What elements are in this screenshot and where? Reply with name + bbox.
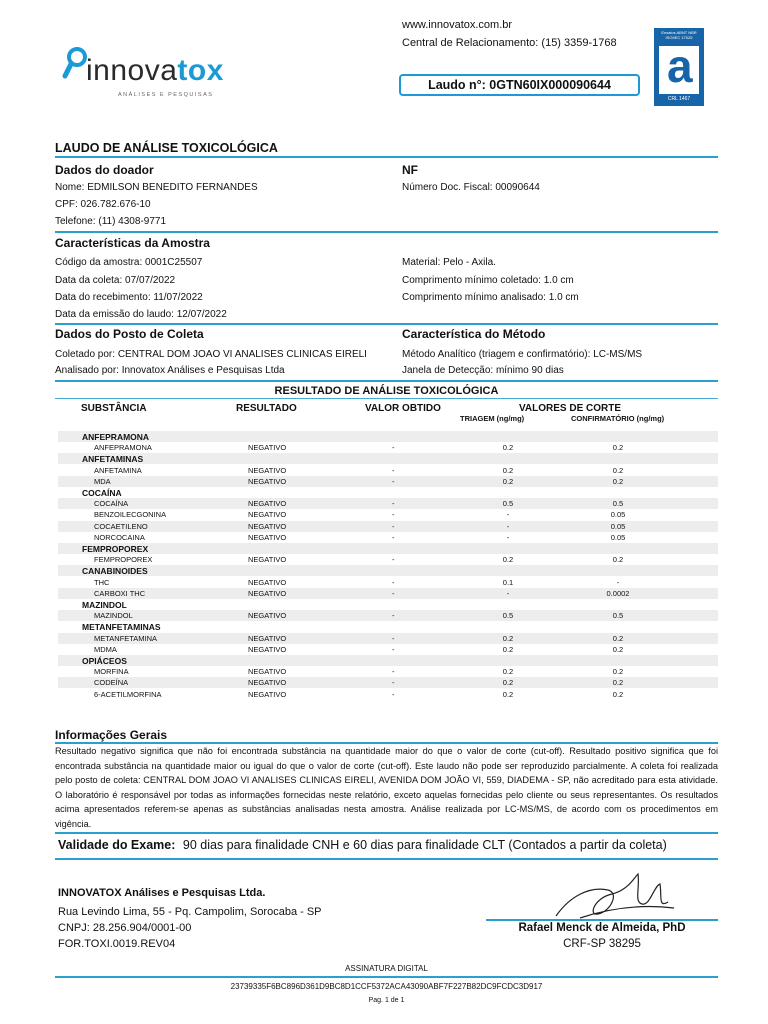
table-row — [58, 588, 718, 599]
screening-cell: 0.5 — [502, 499, 514, 509]
footer-cnpj: CNPJ: 28.256.904/0001-00 — [58, 922, 192, 934]
method-analytic: Método Analítico (triagem e confirmatório): LC-MS/MS — [402, 349, 643, 360]
sample-min-collected: Comprimento mínimo coletado: 1.0 cm — [402, 275, 574, 286]
page-number: Pag. 1 de 1 — [368, 997, 405, 1004]
screening-cell: 0.1 — [502, 577, 514, 587]
accreditation-badge — [654, 28, 704, 106]
value-cell: - — [392, 588, 395, 598]
substance-cell: ANFEPRAMONA — [94, 443, 152, 453]
sample-issue-date: Data da emissão do laudo: 12/07/2022 — [55, 309, 227, 320]
value-cell: - — [392, 476, 395, 486]
substance-cell: MDMA — [94, 644, 117, 654]
substance-cell: METANFETAMINA — [94, 633, 158, 643]
substance-cell: CARBOXI THC — [94, 588, 146, 598]
group-name: ANFETAMINAS — [82, 453, 144, 464]
table-row — [58, 521, 718, 532]
substance-cell: COCAÍNA — [94, 499, 129, 509]
result-cell: NEGATIVO — [248, 577, 287, 587]
confirm-cell: 0.2 — [612, 443, 624, 453]
confirm-cell: 0.2 — [612, 678, 624, 688]
col-cutoff: VALORES DE CORTE — [519, 403, 622, 414]
value-cell: - — [392, 555, 395, 565]
group-name: ANFEPRAMONA — [82, 431, 150, 442]
group-row — [58, 453, 718, 464]
group-name: CANABINOIDES — [82, 565, 148, 576]
table-row — [58, 610, 718, 621]
result-cell: NEGATIVO — [248, 633, 287, 643]
screening-cell: - — [506, 588, 510, 598]
page-title: LAUDO DE ANÁLISE TOXICOLÓGICA — [55, 141, 278, 155]
screening-cell: 0.2 — [502, 667, 514, 677]
confirm-cell: 0.2 — [612, 689, 624, 699]
divider — [55, 398, 718, 399]
method-heading: Característica do Método — [402, 327, 546, 341]
screening-cell: 0.2 — [502, 644, 514, 654]
badge-bottom-text: CRL 1467 — [667, 96, 691, 102]
confirm-cell: 0.0002 — [606, 588, 630, 598]
sample-collect-date: Data da coleta: 07/07/2022 — [55, 275, 176, 286]
value-cell: - — [392, 611, 395, 621]
col-value: VALOR OBTIDO — [365, 403, 441, 414]
substance-cell: FEMPROPOREX — [94, 555, 153, 565]
sample-min-analyzed: Comprimento mínimo analisado: 1.0 cm — [402, 292, 579, 303]
confirm-cell: 0.05 — [610, 532, 626, 542]
donor-name: Nome: EDMILSON BENEDITO FERNANDES — [55, 182, 258, 193]
result-cell: NEGATIVO — [248, 443, 287, 453]
substance-cell: MAZINDOL — [94, 611, 133, 621]
group-name: METANFETAMINAS — [82, 621, 161, 632]
screening-cell: 0.2 — [502, 678, 514, 688]
divider — [55, 832, 718, 834]
validity-text: 90 dias para finalidade CNH e 60 dias para finalidade CLT (Contados a partir da coleta) — [182, 838, 667, 852]
result-cell: NEGATIVO — [248, 611, 287, 621]
table-row — [58, 689, 718, 700]
signer-crf: CRF-SP 38295 — [563, 938, 641, 950]
substance-cell: NORCOCAINA — [94, 532, 145, 542]
group-row — [58, 543, 718, 554]
table-row — [58, 476, 718, 487]
validity-label: Validade do Exame: — [58, 838, 176, 852]
badge-letter: a — [667, 40, 693, 92]
footer-company: INNOVATOX Análises e Pesquisas Ltda. — [58, 887, 266, 899]
group-row — [58, 487, 718, 498]
signature-line — [486, 919, 718, 921]
value-cell: - — [392, 667, 395, 677]
confirm-cell: 0.2 — [612, 465, 624, 475]
footer-address: Rua Levindo Lima, 55 - Pq. Campolim, Sorocaba - SP — [58, 906, 322, 918]
confirm-cell: 0.2 — [612, 476, 624, 486]
value-cell: - — [392, 577, 395, 587]
collection-heading: Dados do Posto de Coleta — [55, 327, 204, 341]
website: www.innovatox.com.br — [402, 19, 513, 31]
confirm-cell: 0.2 — [612, 633, 624, 643]
result-cell: NEGATIVO — [248, 588, 287, 598]
logo — [62, 40, 252, 102]
result-cell: NEGATIVO — [248, 678, 287, 688]
validity — [58, 838, 667, 852]
badge-top-text: Ensaios ABNT NBR ISO/IEC 17025 — [661, 30, 697, 40]
table-row — [58, 465, 718, 476]
method-window: Janela de Detecção: mínimo 90 dias — [402, 365, 564, 376]
value-cell: - — [392, 499, 395, 509]
result-cell: NEGATIVO — [248, 499, 287, 509]
group-row — [58, 621, 718, 632]
substance-cell: CODEÍNA — [94, 678, 129, 688]
result-cell: NEGATIVO — [248, 476, 287, 486]
result-cell: NEGATIVO — [248, 689, 287, 699]
donor-heading: Dados do doador — [55, 163, 154, 177]
confirm-cell: 0.05 — [610, 521, 626, 531]
screening-cell: - — [506, 521, 510, 531]
value-cell: - — [392, 678, 395, 688]
screening-cell: 0.2 — [502, 633, 514, 643]
table-row — [58, 509, 718, 520]
table-row — [58, 633, 718, 644]
divider — [55, 976, 718, 978]
table-row — [58, 498, 718, 509]
phone: Central de Relacionamento: (15) 3359-1768 — [402, 37, 617, 49]
sample-code: Código da amostra: 0001C25507 — [55, 257, 203, 268]
sample-heading: Características da Amostra — [55, 236, 210, 250]
logo-tagline: ANÁLISES E PESQUISAS — [118, 92, 214, 98]
screening-cell: - — [506, 532, 510, 542]
substance-cell: MDA — [94, 476, 111, 486]
confirm-cell: 0.2 — [612, 555, 624, 565]
col-screening: TRIAGEM (ng/mg) — [460, 414, 525, 423]
group-row — [58, 431, 718, 442]
info-heading: Informações Gerais — [55, 728, 168, 742]
group-row — [58, 655, 718, 666]
substance-cell: BENZOILECGONINA — [94, 510, 167, 520]
divider — [55, 858, 718, 860]
result-cell: NEGATIVO — [248, 667, 287, 677]
group-name: MAZINDOL — [82, 599, 127, 610]
substance-cell: 6-ACETILMORFINA — [94, 689, 162, 699]
substance-cell: THC — [94, 577, 110, 587]
table-row — [58, 442, 718, 453]
value-cell: - — [392, 521, 395, 531]
screening-cell: 0.2 — [502, 443, 514, 453]
table-row — [58, 532, 718, 543]
substance-cell: COCAETILENO — [94, 521, 148, 531]
substance-cell: MORFINA — [94, 667, 129, 677]
screening-cell: 0.2 — [502, 476, 514, 486]
divider — [55, 156, 718, 158]
confirm-cell: 0.5 — [612, 499, 624, 509]
substance-cell: ANFETAMINA — [94, 465, 142, 475]
screening-cell: 0.2 — [502, 689, 514, 699]
signature-label: ASSINATURA DIGITAL — [345, 964, 428, 973]
divider — [55, 231, 718, 233]
table-row — [58, 577, 718, 588]
confirm-cell: 0.2 — [612, 644, 624, 654]
result-cell: NEGATIVO — [248, 532, 287, 542]
laudo-number: Laudo n°: 0GTN60IX000090644 — [399, 74, 640, 96]
sample-receive-date: Data do recebimento: 11/07/2022 — [55, 292, 203, 303]
confirm-cell: 0.05 — [610, 510, 626, 520]
confirm-cell: 0.5 — [612, 611, 624, 621]
result-cell: NEGATIVO — [248, 521, 287, 531]
value-cell: - — [392, 465, 395, 475]
table-row — [58, 644, 718, 655]
col-result: RESULTADO — [236, 403, 297, 414]
confirm-cell: - — [616, 577, 620, 587]
value-cell: - — [392, 689, 395, 699]
table-row — [58, 666, 718, 677]
analyzed-by: Analisado por: Innovatox Análises e Pesquisas Ltda — [55, 365, 285, 376]
divider — [55, 323, 718, 325]
results-heading: RESULTADO DE ANÁLISE TOXICOLÓGICA — [274, 385, 499, 397]
result-cell: NEGATIVO — [248, 510, 287, 520]
value-cell: - — [392, 443, 395, 453]
col-confirm: CONFIRMATÓRIO (ng/mg) — [571, 414, 665, 423]
table-row — [58, 554, 718, 565]
screening-cell: 0.2 — [502, 465, 514, 475]
value-cell: - — [392, 633, 395, 643]
info-text: Resultado negativo significa que não foi encontrada substância na quantidade maior do que o valor de corte (cut-off). Resultado positivo significa que foi encontrada substância na quantidade maior ou igual do que o valor de corte (cut-off). Este laudo não pode ser reproduzido parcialmente. A coleta foi realizada pelo posto de coleta: CENTRAL DOM JOAO VI ANALISES CLINICAS EIRELI, AVENIDA DOM JOÃO VI, 559, DIADEMA - SP, não acreditado para esta atividade. O laboratório é responsável por todas as informações fornecidas neste relatório, exceto aquelas fornecidas pelo cliente ou seus representantes. Os resultados acima apresentados referem-se apenas as substâncias analisadas nesta amostra. Análise realizada por LC-MS/MS, de acordo com os procedimentos em vigência. — [55, 746, 718, 829]
donor-phone: Telefone: (11) 4308-9771 — [55, 216, 167, 227]
value-cell: - — [392, 532, 395, 542]
signature-icon — [550, 868, 680, 924]
screening-cell: 0.5 — [502, 611, 514, 621]
nf-number: Número Doc. Fiscal: 00090644 — [402, 182, 540, 193]
result-cell: NEGATIVO — [248, 644, 287, 654]
screening-cell: - — [506, 510, 510, 520]
footer-form: FOR.TOXI.0019.REV04 — [58, 938, 176, 950]
nf-heading: NF — [402, 163, 418, 177]
group-row — [58, 565, 718, 576]
col-substance: SUBSTÂNCIA — [81, 403, 147, 414]
signer-name: Rafael Menck de Almeida, PhD — [518, 922, 686, 934]
confirm-cell: 0.2 — [612, 667, 624, 677]
screening-cell: 0.2 — [502, 555, 514, 565]
logo-main-text: innova — [86, 54, 178, 87]
value-cell: - — [392, 510, 395, 520]
group-name: OPIÁCEOS — [82, 655, 127, 666]
result-cell: NEGATIVO — [248, 465, 287, 475]
group-name: FEMPROPOREX — [82, 543, 149, 554]
result-cell: NEGATIVO — [248, 555, 287, 565]
table-row — [58, 677, 718, 688]
donor-cpf: CPF: 026.782.676-10 — [55, 199, 151, 210]
logo-tox-text: tox — [177, 54, 224, 87]
group-row — [58, 599, 718, 610]
group-name: COCAÍNA — [82, 487, 122, 498]
value-cell: - — [392, 644, 395, 654]
signature-hash: 23739335F6BC896D361D9BC8D1CCF5372ACA43090ABF7F227B82DC9FCDC3D917 — [230, 982, 543, 991]
divider — [55, 380, 718, 382]
sample-material: Material: Pelo - Axila. — [402, 257, 496, 268]
collected-by: Coletado por: CENTRAL DOM JOAO VI ANALISES CLINICAS EIRELI — [55, 349, 367, 360]
